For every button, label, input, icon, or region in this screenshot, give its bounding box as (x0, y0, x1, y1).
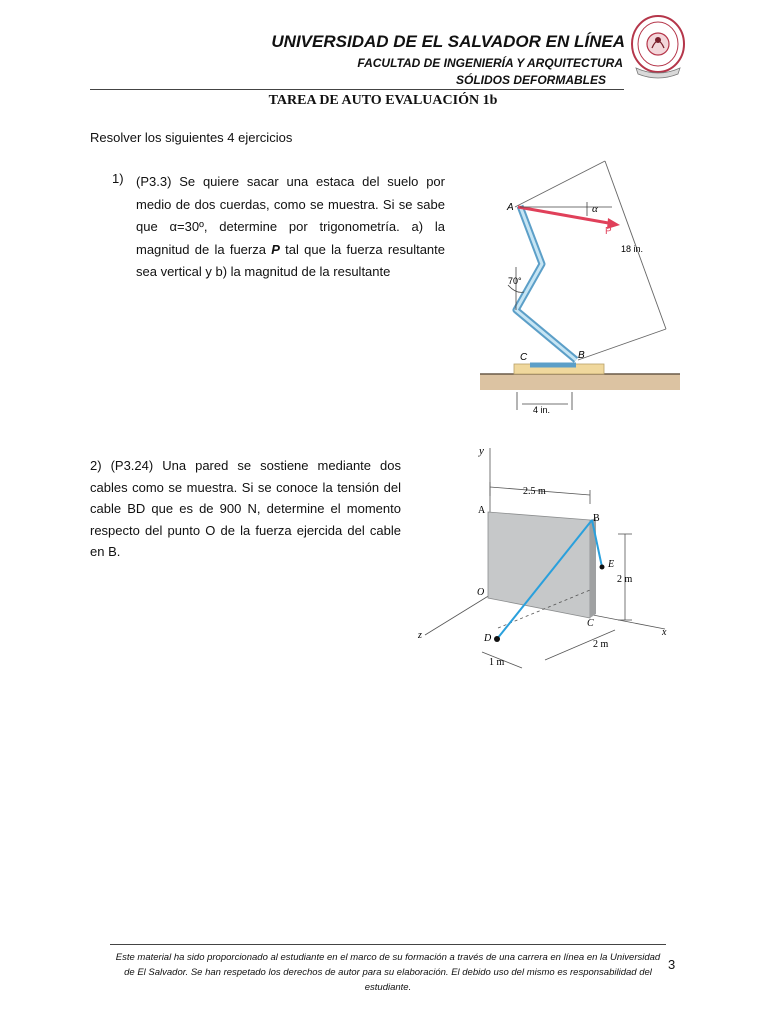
label-2m-right: 2 m (617, 574, 633, 585)
label-C: C (587, 618, 594, 629)
label-O: O (477, 587, 485, 598)
label-z: z (418, 630, 422, 641)
force-P-arrow (518, 207, 614, 224)
point-D (494, 636, 500, 642)
footer-disclaimer: Este material ha sido proporcionado al estudiante en el marco de su formación a través de una carrera en línea en la Universidad de El Salvador. Se han respetado los derechos de autor para su elaboración. El debido uso del mismo es responsabilidad del estudiante. (115, 952, 661, 993)
label-2-5m: 2.5 m (523, 486, 546, 497)
stake-highlight (516, 206, 576, 360)
z-axis (425, 595, 490, 635)
dimension-18in-bottom (578, 329, 666, 360)
problem-1-text-part1: (P3.3) Se quiere sacar una estaca del suelo por medio de dos cuerdas, como se muestra. Si se sabe que α=30º, determine por trigonometría. a) la magnitud de la fuerza (136, 174, 445, 257)
label-P: P (605, 226, 612, 237)
page-number: 3 (668, 957, 676, 972)
point-E (600, 565, 605, 570)
label-70deg: 70° (508, 276, 522, 286)
label-C: C (520, 352, 528, 363)
label-2m-bottom: 2 m (593, 639, 609, 650)
wall-front (488, 512, 590, 618)
label-x: x (662, 627, 667, 638)
problem-1-statement (136, 171, 445, 284)
label-1m: 1 m (489, 657, 505, 668)
label-E: E (608, 559, 615, 570)
label-D: D (484, 633, 492, 644)
label-A: A (478, 505, 486, 516)
university-seal-logo (628, 14, 688, 82)
course-title: SÓLIDOS DEFORMABLES (455, 73, 606, 87)
document-title: TAREA DE AUTO EVALUACIÓN 1b (268, 93, 498, 108)
ground (480, 374, 680, 390)
problem-1-text-part2: tal que la fuerza resultante sea vertical y b) la magnitud de la resultante (136, 241, 445, 279)
instructions: Resolver los siguientes 4 ejercicios (90, 130, 293, 145)
problem-1-number: 1) (112, 171, 124, 186)
footer-divider (110, 944, 666, 945)
problem-2-statement: 2) (P3.24) Una pared se sostiene mediante dos cables como se muestra. Si se conoce la tensión del cable BD que es de 900 N, determine el momento respecto del punto O de la fuerza ejercida del cable en B. (90, 458, 401, 559)
label-y: y (479, 445, 484, 457)
label-B: B (593, 513, 600, 524)
rope-upper (515, 161, 605, 207)
stake-figure (480, 160, 680, 418)
force-symbol-P: P (271, 241, 280, 257)
faculty-title: FACULTAD DE INGENIERÍA Y ARQUITECTURA (357, 56, 623, 70)
header-divider (90, 89, 624, 90)
label-A: A (507, 202, 514, 213)
university-title: UNIVERSIDAD DE EL SALVADOR EN LÍNEA (271, 32, 625, 51)
label-4in: 4 in. (533, 405, 551, 415)
wall-cables-figure (410, 440, 692, 672)
label-alpha: α (592, 203, 598, 215)
label-18in: 18 in. (621, 244, 644, 254)
label-B: B (578, 350, 585, 361)
